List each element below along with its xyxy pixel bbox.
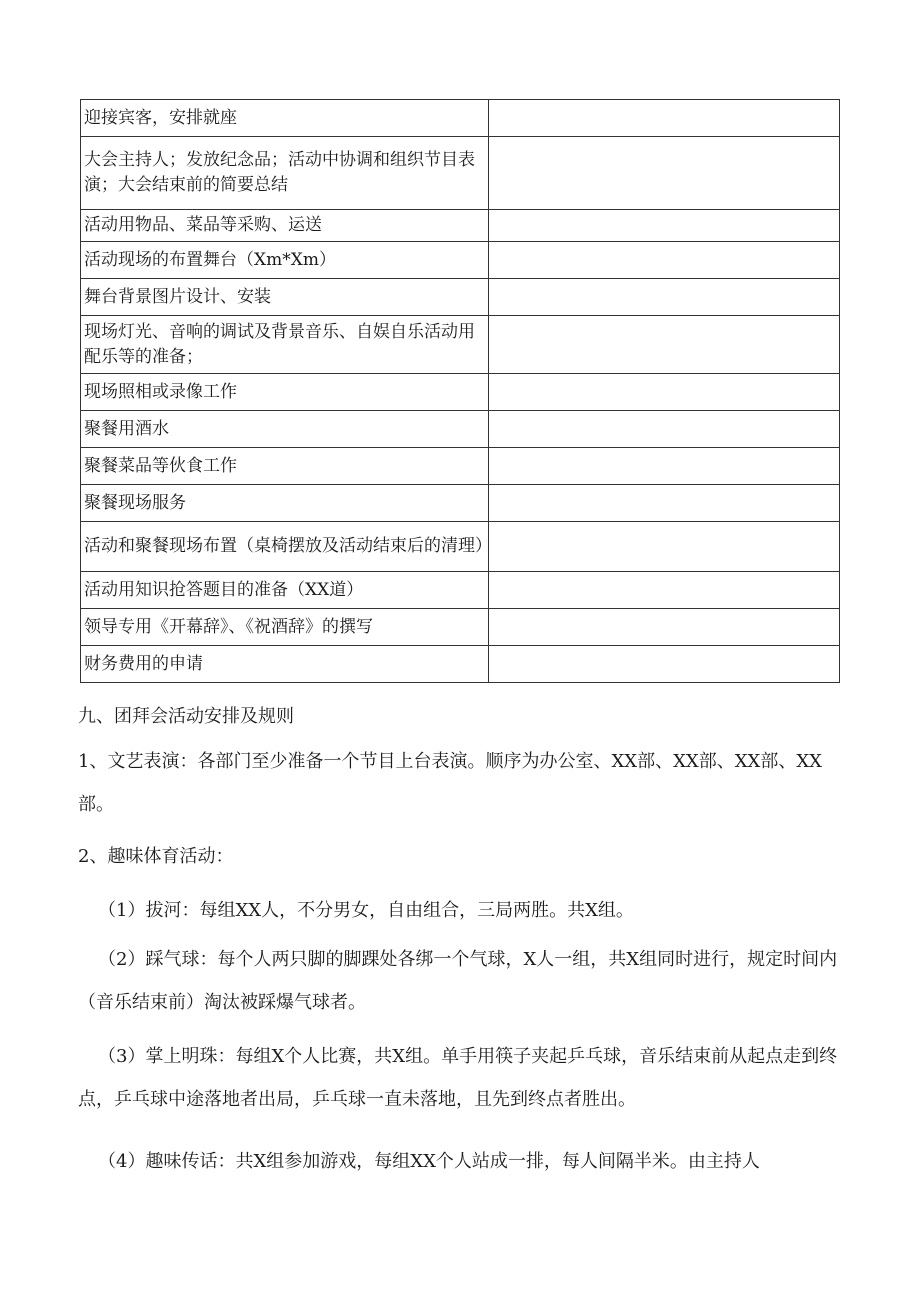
- owner-cell: [489, 572, 840, 609]
- sub-pingpong-chopsticks: （3）掌上明珠：每组X个人比赛，共X组。单手用筷子夹起乒乓球，音乐结束前从起点走到终点，乒乓球中途落地者出局，乒乓球一直未落地，且先到终点者胜出。: [78, 1046, 838, 1110]
- task-cell: 现场灯光、音响的调试及背景音乐、自娱自乐活动用配乐等的准备；: [81, 316, 489, 374]
- owner-cell: [489, 279, 840, 316]
- task-cell: 活动和聚餐现场布置（桌椅摆放及活动结束后的清理）: [81, 522, 489, 572]
- table-row: [81, 485, 840, 522]
- task-cell: 活动现场的布置舞台（Xm*Xm）: [81, 242, 489, 279]
- sub-balloon-stomp: （2）踩气球：每个人两只脚的脚踝处各绑一个气球，X人一组，共X组同时进行，规定时间内（音乐结束前）淘汰被踩爆气球者。: [78, 949, 838, 1013]
- owner-cell: [489, 374, 840, 411]
- owner-cell: [489, 242, 840, 279]
- owner-cell: [489, 411, 840, 448]
- table-row: [81, 374, 840, 411]
- table-row: [81, 279, 840, 316]
- owner-cell: [489, 137, 840, 210]
- table-row: [81, 316, 840, 374]
- task-cell: 领导专用《开幕辞》、《祝酒辞》的撰写: [81, 609, 489, 646]
- table-row: [81, 646, 840, 683]
- item-sports: 2、趣味体育活动：: [78, 846, 234, 867]
- task-cell: 活动用知识抢答题目的准备（XX道）: [81, 572, 489, 609]
- table-row: [81, 522, 840, 572]
- owner-cell: [489, 646, 840, 683]
- task-cell: 聚餐菜品等伙食工作: [81, 448, 489, 485]
- owner-cell: [489, 522, 840, 572]
- task-cell: 大会主持人；发放纪念品；活动中协调和组织节目表演；大会结束前的简要总结: [81, 137, 489, 210]
- sub-telephone-game: （4）趣味传话：共X组参加游戏，每组XX个人站成一排，每人间隔半米。由主持人: [98, 1151, 760, 1172]
- owner-cell: [489, 316, 840, 374]
- sub-tug-of-war: （1）拔河：每组XX人，不分男女，自由组合，三局两胜。共X组。: [98, 900, 634, 921]
- owner-cell: [489, 609, 840, 646]
- table-row: [81, 210, 840, 242]
- task-cell: 活动用物品、菜品等采购、运送: [81, 210, 489, 242]
- table-row: [81, 572, 840, 609]
- table-row: [81, 411, 840, 448]
- table-row: [81, 137, 840, 210]
- owner-cell: [489, 485, 840, 522]
- owner-cell: [489, 448, 840, 485]
- task-cell: 舞台背景图片设计、安装: [81, 279, 489, 316]
- table-row: [81, 609, 840, 646]
- task-assignment-table: [80, 99, 840, 683]
- owner-cell: [489, 210, 840, 242]
- task-cell: 聚餐现场服务: [81, 485, 489, 522]
- table-row: [81, 242, 840, 279]
- table-row: [81, 448, 840, 485]
- item-performance: 1、文艺表演：各部门至少准备一个节目上台表演。顺序为办公室、XX部、XX部、XX部、XX部。: [78, 751, 822, 815]
- task-cell: 现场照相或录像工作: [81, 374, 489, 411]
- task-cell: 聚餐用酒水: [81, 411, 489, 448]
- owner-cell: [489, 100, 840, 137]
- section-heading: 九、团拜会活动安排及规则: [78, 706, 294, 727]
- table-row: [81, 100, 840, 137]
- task-cell: 迎接宾客，安排就座: [81, 100, 489, 137]
- task-cell: 财务费用的申请: [81, 646, 489, 683]
- task-table-body: [81, 100, 840, 683]
